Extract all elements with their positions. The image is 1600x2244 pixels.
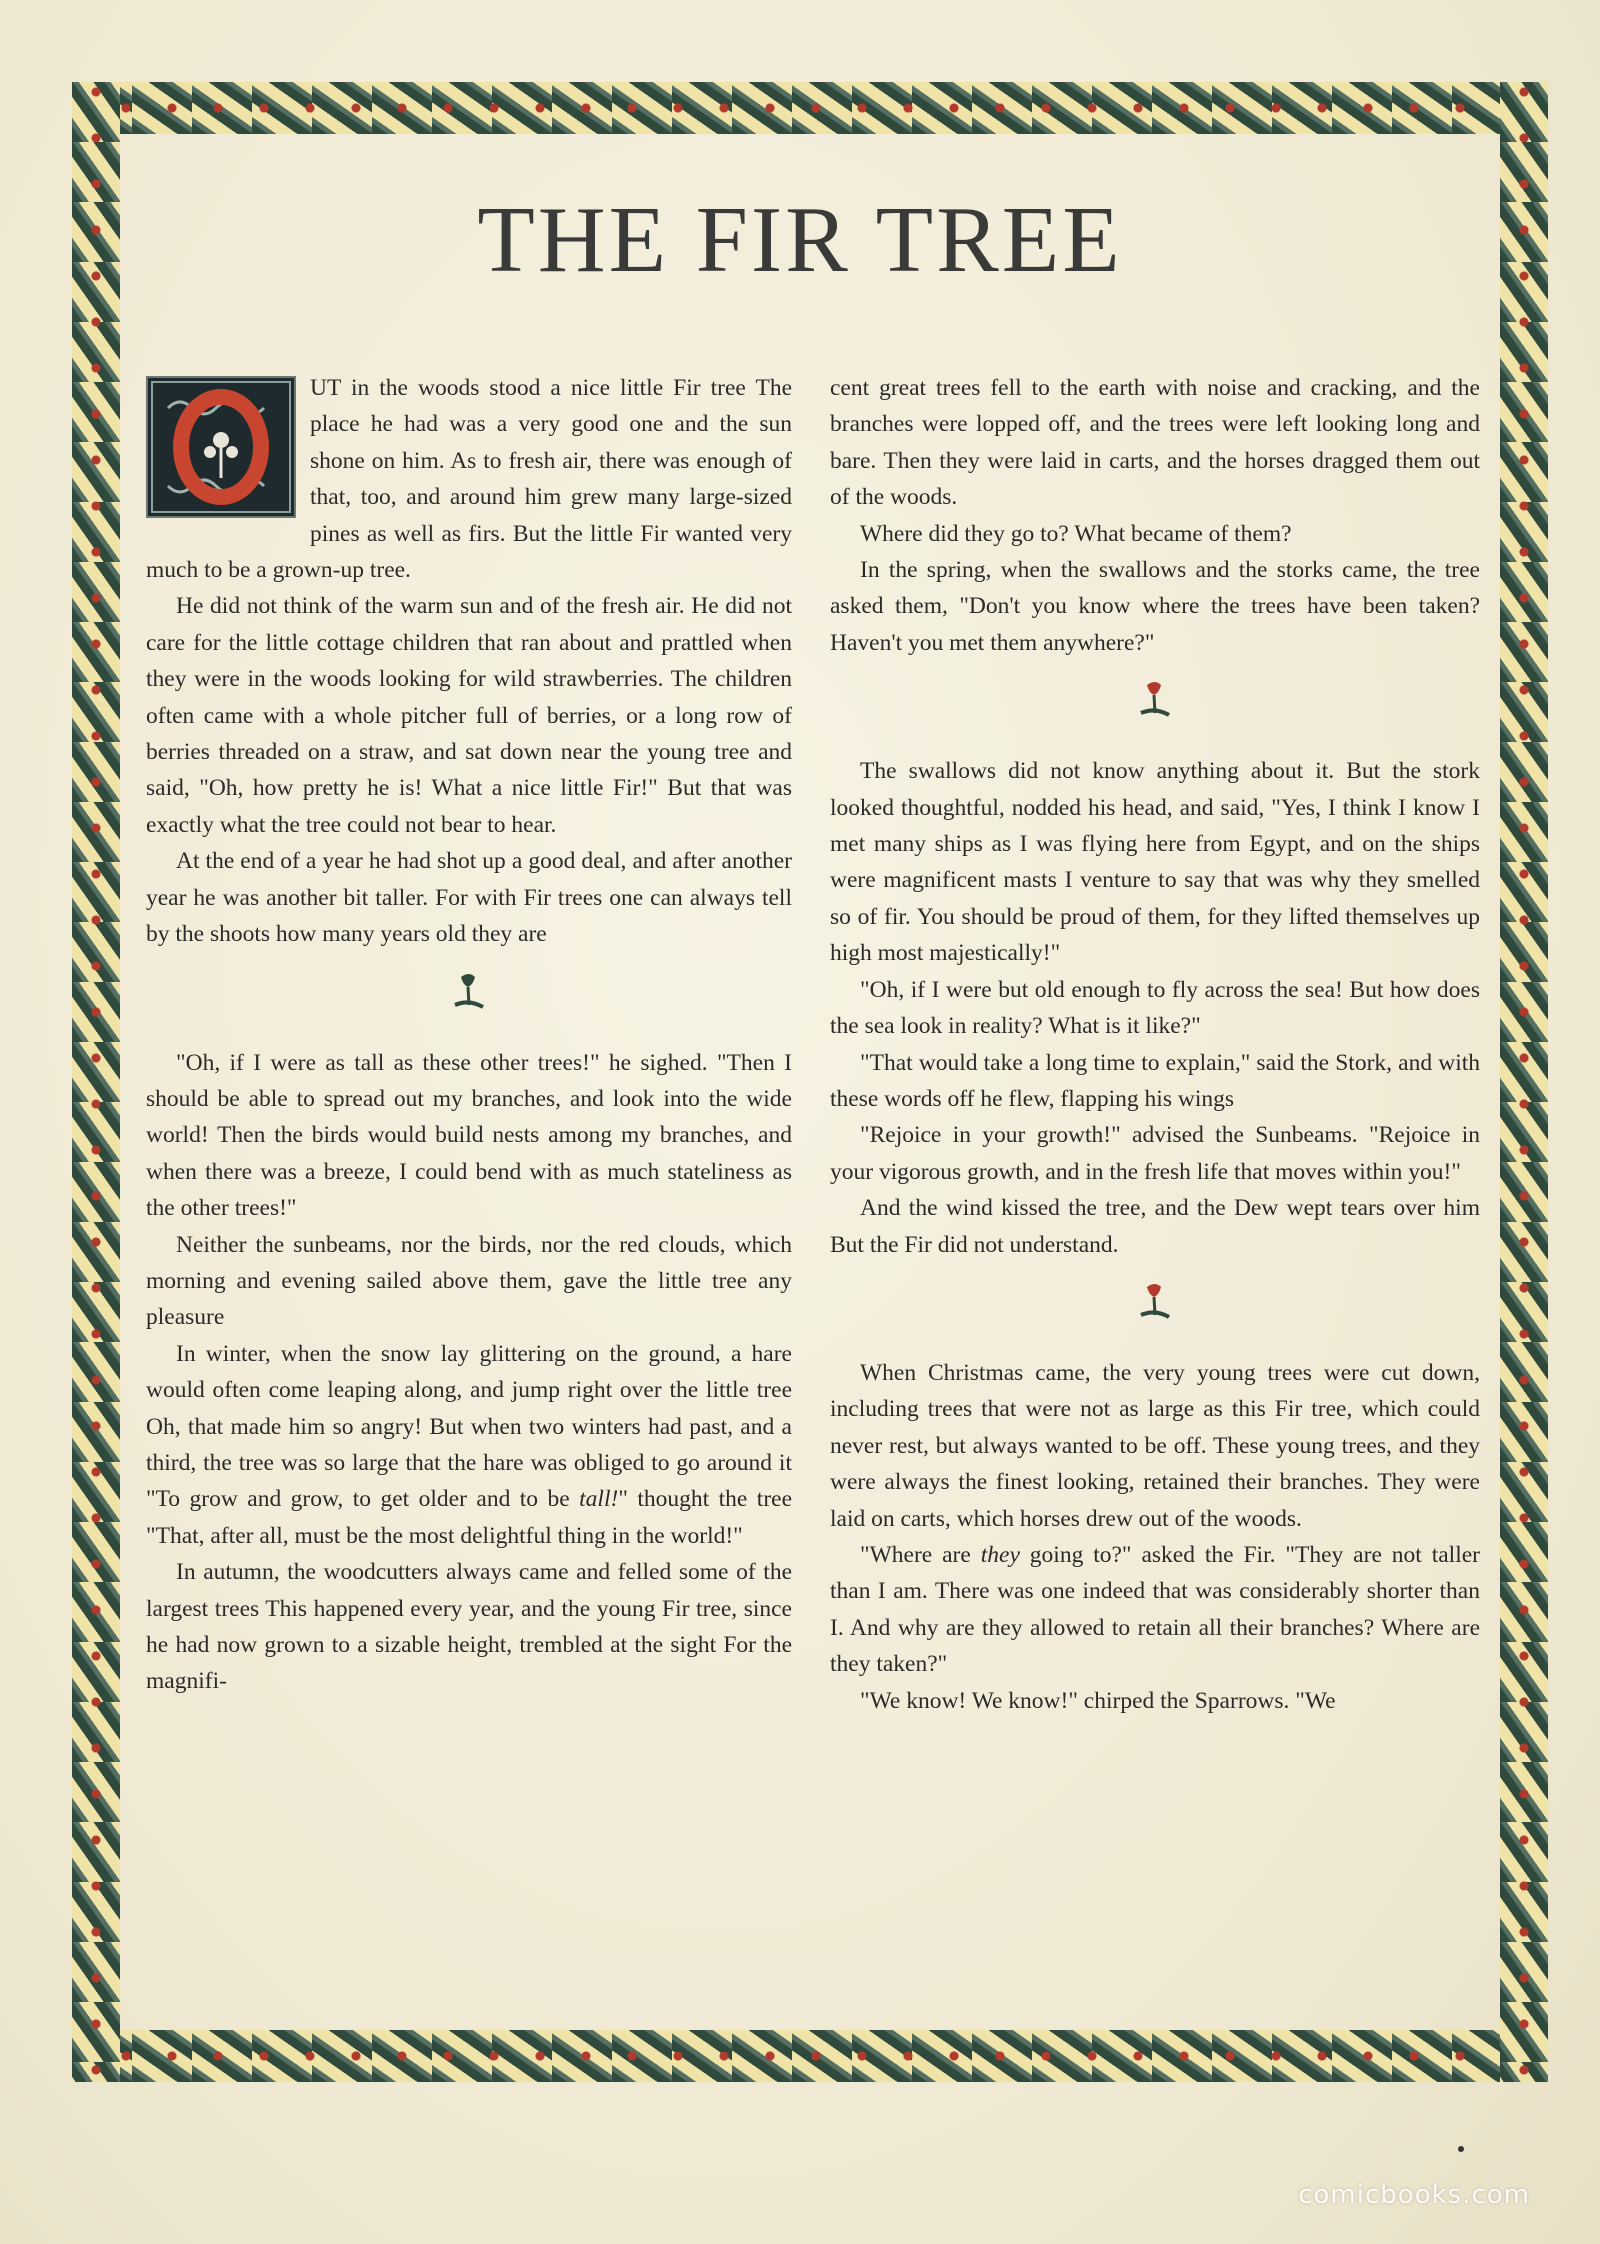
paragraph: He did not think of the warm sun and of the fresh air. He did not care for the little cottage children that ran about and prattled when they were in the woods looking for wild strawberries. The children often came with a whole pitcher full of berries, or a long row of berries threaded on a straw, and sat down near the young tree and said, "Oh, how pretty he is! What a nice little Fir!" But that was exactly what the tree could not bear to hear. (146, 593, 792, 838)
holly-border-right (1500, 82, 1548, 2082)
text-run: In winter, when the snow lay glittering on the ground, a hare would often come leaping along, and jump right over the little tree Oh, that made him so angry! But when two winters had past, and a third, the tree was so large that the hare was obliged to go around it "To grow and grow, to get older and to be (146, 1340, 792, 1513)
holly-border-bottom (72, 2030, 1548, 2082)
ink-dot (1458, 2146, 1464, 2152)
paragraph: In autumn, the woodcutters always came and felled some of the largest trees This happened every year, and the young Fir tree, since he had now grown to a sizable height, trembled at the sight For the magnifi- (146, 1559, 792, 1695)
flower-sprig-icon (830, 661, 1480, 753)
paragraph: UT in the woods stood a nice little Fir tree The place he had was a very good one and the sun shone on him. As to fresh air, there was enough of that, too, and around him grew many large-sized pines as well as firs. But the little Fir wanted very much to be a grown-up tree. (146, 375, 792, 584)
italic-text: tall! (579, 1486, 619, 1513)
page-title: THE FIR TREE (477, 188, 1123, 292)
paragraph: When Christmas came, the very young trees were cut down, including trees that were not as large as this Fir tree, which could never rest, but always wanted to be off. These young trees, and they were always the finest looking, retained their branches. They were laid on carts, which horses drew out of the woods. (830, 1359, 1480, 1532)
paragraph: The swallows did not know anything about it. But the stork looked thoughtful, nodded his head, and said, "Yes, I think I know I met many ships as I was flying here from Egypt, and on the ships were magnificent masts I venture to say that was why they smelled so of fir. You should be proud of them, for they lifted themselves up high most majestically!" (830, 758, 1480, 967)
paragraph (146, 1336, 792, 1554)
text-run: going to?" asked the Fir. "They are not taller than I am. There was one indeed that was considerably shorter than I. And why are they allowed to retain all their branches? Where are they taken?" (830, 1541, 1480, 1678)
paragraph: And the wind kissed the tree, and the Dew wept tears over him But the Fir did not understand. (830, 1195, 1480, 1258)
paragraph: "Rejoice in your growth!" advised the Sunbeams. "Rejoice in your vigorous growth, and in the fresh life that moves within you!" (830, 1122, 1480, 1185)
paragraph: Where did they go to? What became of them? (860, 520, 1292, 547)
flower-sprig-icon (146, 953, 792, 1045)
text-column-left (146, 370, 792, 1700)
illuminated-letter-o-icon (146, 376, 296, 518)
holly-border-top (72, 82, 1548, 134)
watermark: comicbooks.com (1298, 2180, 1530, 2210)
paragraph: Neither the sunbeams, nor the birds, nor the red clouds, which morning and evening sailed above them, gave the little tree any pleasure (146, 1231, 792, 1331)
holly-border-left (72, 82, 120, 2082)
flower-sprig-icon (830, 1263, 1480, 1355)
paragraph: In the spring, when the swallows and the storks came, the tree asked them, "Don't you know where the trees have been taken? Haven't you met them anywhere?" (830, 557, 1480, 656)
paragraph (830, 1537, 1480, 1683)
paragraph: "Oh, if I were as tall as these other trees!" he sighed. "Then I should be able to spread out my branches, and look into the wide world! Then the birds would build nests among my branches, and when there was a breeze, I could bend with as much stateliness as the other trees!" (146, 1049, 792, 1222)
paragraph: "That would take a long time to explain," said the Stork, and with these words off he flew, flapping his wings (830, 1049, 1480, 1112)
text-run: " thought the tree "That, after all, must be the most delightful thing in the world!" (146, 1486, 793, 1549)
paragraph: "We know! We know!" chirped the Sparrows. "We (860, 1687, 1336, 1714)
paragraph: At the end of a year he had shot up a good deal, and after another year he was another bit taller. For with Fir trees one can always tell by the shoots how many years old they are (146, 848, 792, 948)
paragraph: cent great trees fell to the earth with noise and cracking, and the branches were lopped off, and the trees were left looking long and bare. Then they were laid in carts, and the horses dragged them out of the woods. (830, 375, 1480, 511)
paragraph: "Oh, if I were but old enough to fly across the sea! But how does the sea look in reality? What is it like?" (830, 976, 1480, 1040)
text-run: "Where are (860, 1541, 981, 1568)
text-column-right (830, 370, 1480, 1719)
italic-text: they (980, 1541, 1020, 1568)
